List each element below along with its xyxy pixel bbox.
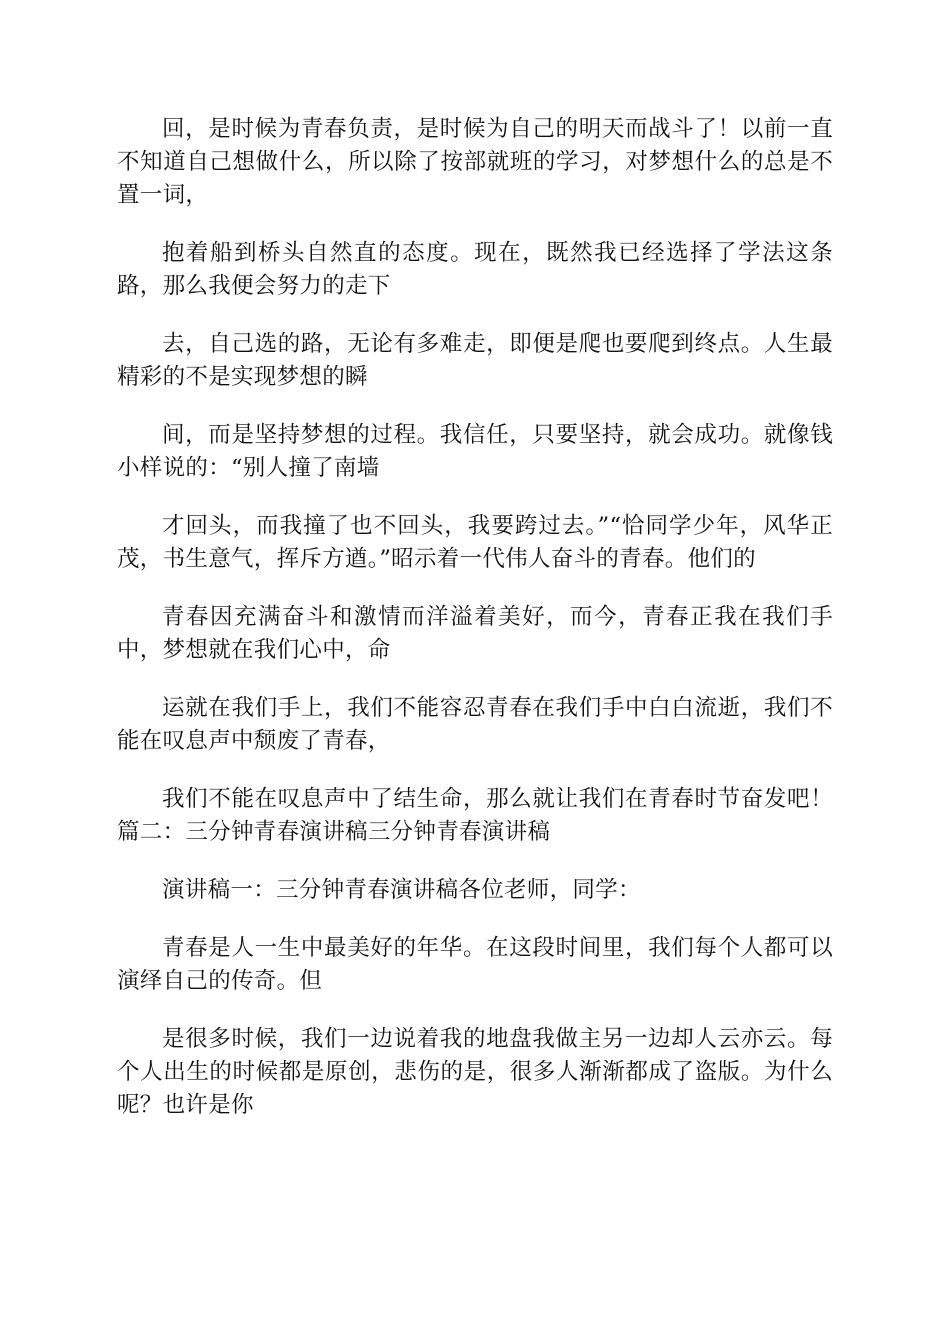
paragraph-4: 间，而是坚持梦想的过程。我信任，只要坚持，就会成功。就像钱小样说的：“别人撞了南墙 — [117, 422, 833, 481]
paragraph-1: 回，是时候为青春负责，是时候为自己的明天而战斗了！以前一直不知道自己想做什么，所以除了按部就班的学习，对梦想什么的总是不置一词， — [117, 116, 833, 208]
paragraph-5: 才回头，而我撞了也不回头，我要跨过去。”“恰同学少年，风华正茂，书生意气，挥斥方遒。”昭示着一代伟人奋斗的青春。他们的 — [117, 513, 833, 572]
paragraph-11: 是很多时候，我们一边说着我的地盘我做主另一边却人云亦云。每个人出生的时候都是原创，悲伤的是，很多人渐渐都成了盗版。为什么呢？也许是你 — [117, 1026, 833, 1118]
paragraph-3: 去，自己选的路，无论有多难走，即便是爬也要爬到终点。人生最精彩的不是实现梦想的瞬 — [117, 331, 833, 390]
paragraph-6: 青春因充满奋斗和激情而洋溢着美好，而今，青春正我在我们手中，梦想就在我们心中，命 — [117, 604, 833, 663]
paragraph-9: 演讲稿一：三分钟青春演讲稿各位老师，同学： — [162, 877, 641, 903]
paragraph-2: 抱着船到桥头自然直的态度。现在，既然我已经选择了学法这条路，那么我便会努力的走下 — [117, 240, 833, 299]
document-body — [117, 113, 833, 1147]
paragraph-8: 我们不能在叹息声中了结生命，那么就让我们在青春时节奋发吧！篇二：三分钟青春演讲稿三分钟青春演讲稿 — [117, 786, 833, 845]
paragraph-10: 青春是人一生中最美好的年华。在这段时间里，我们每个人都可以演绎自己的传奇。但 — [117, 935, 833, 994]
paragraph-7: 运就在我们手上，我们不能容忍青春在我们手中白白流逝，我们不能在叹息声中颓废了青春， — [117, 695, 833, 754]
